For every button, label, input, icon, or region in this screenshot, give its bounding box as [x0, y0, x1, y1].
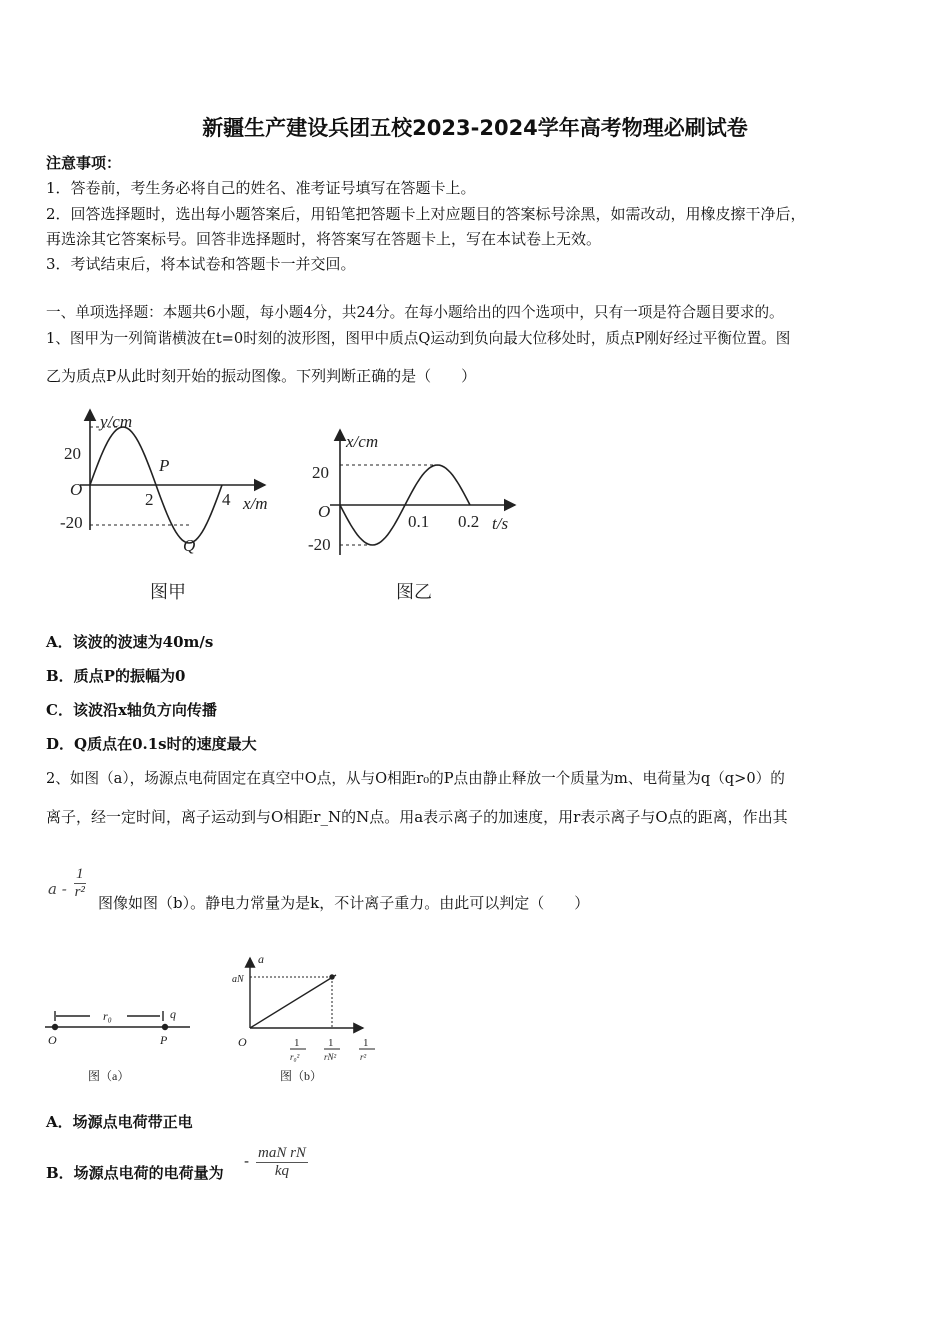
- page-title: 新疆生产建设兵团五校2023-2024学年高考物理必刷试卷: [202, 116, 748, 140]
- q2-line3: 图像如图（b）。静电力常量为是k，不计离子重力。由此可以判定（ ）: [98, 894, 590, 912]
- tick2-num: 1: [328, 1037, 334, 1049]
- fig-a-caption: 图（a）: [88, 1069, 130, 1083]
- q1-line1: 1、图甲为一列简谐横波在t=0时刻的波形图，图甲中质点Q运动到负向最大位移处时，质点P刚好经过平衡位置。图: [46, 330, 791, 347]
- figure-a: [45, 1011, 190, 1030]
- b-ylabel: a: [258, 952, 264, 966]
- point-q-label: Q: [183, 536, 196, 555]
- q2-option-b[interactable]: B．场源点电荷的电荷量为: [46, 1164, 224, 1182]
- b-origin: O: [238, 1035, 247, 1049]
- tick1-num: 1: [294, 1037, 300, 1049]
- wave-ylabel: y/cm: [100, 412, 133, 431]
- vib-ytick-20: 20: [312, 463, 329, 482]
- section-heading: 一、单项选择题：本题共6小题，每小题4分，共24分。在每小题给出的四个选项中，只有一项是符合题目要求的。: [46, 304, 784, 321]
- wave-xlabel: x/m: [243, 494, 268, 513]
- note-2: 2．回答选择题时，选出每小题答案后，用铅笔把答题卡上对应题目的答案标号涂黑，如需改动，用橡皮擦干净后，: [46, 205, 806, 223]
- q-label: q: [170, 1007, 176, 1021]
- q1-option-c[interactable]: C．该波沿x轴负方向传播: [46, 701, 217, 719]
- note-3: 3．考试结束后，将本试卷和答题卡一并交回。: [46, 255, 356, 273]
- fig-jia-caption: 图甲: [150, 582, 186, 602]
- tick1-den: r₀²: [290, 1052, 300, 1062]
- b-an-label: aN: [232, 974, 244, 985]
- formula-num: 1: [76, 866, 84, 882]
- q1-option-b[interactable]: B．质点P的振幅为0: [46, 667, 186, 685]
- note-2-cont: 再选涂其它答案标号。回答非选择题时，将答案写在答题卡上，写在本试卷上无效。: [46, 230, 602, 248]
- o-label: O: [48, 1033, 57, 1047]
- vib-xtick-01: 0.1: [408, 512, 430, 531]
- wave-xtick-2: 2: [145, 490, 154, 509]
- q1-option-a[interactable]: A．该波的波速为40m/s: [46, 633, 214, 651]
- q1-option-d[interactable]: D．Q质点在0.1s时的速度最大: [46, 735, 257, 753]
- r0-label: r₀: [103, 1009, 112, 1023]
- q2-line1: 2、如图（a），场源点电荷固定在真空中O点，从与O相距r₀的P点由静止释放一个质量为m、电荷量为q（q>0）的: [46, 770, 785, 787]
- formula-a: a -: [48, 880, 67, 898]
- p-label: P: [160, 1033, 168, 1047]
- vib-xtick-02: 0.2: [458, 512, 480, 531]
- wave-ytick-20: 20: [64, 444, 81, 463]
- vib-origin: O: [318, 502, 331, 521]
- fig-b-caption: 图（b）: [280, 1069, 323, 1083]
- q2-option-a[interactable]: A．场源点电荷带正电: [46, 1113, 193, 1131]
- wave-ytick-neg20: -20: [60, 513, 83, 532]
- vib-ytick-neg20: -20: [308, 535, 331, 554]
- optb-num: maN rN: [258, 1145, 306, 1161]
- optb-fraction: [256, 1145, 308, 1180]
- q2-line2: 离子，经一定时间，离子运动到与O相距r_N的N点。用a表示离子的加速度，用r表示离子与O点的距离，作出其: [46, 808, 788, 826]
- tick2-den: rN²: [324, 1052, 337, 1062]
- notes-heading: 注意事项：: [46, 154, 122, 172]
- formula-fraction: [74, 866, 86, 901]
- q1-line2: 乙为质点P从此时刻开始的振动图像。下列判断正确的是（ ）: [46, 367, 477, 385]
- optb-sign: -: [244, 1152, 250, 1170]
- tick3-num: 1: [363, 1037, 369, 1049]
- wave-xtick-4: 4: [222, 490, 231, 509]
- tick3-den: r²: [360, 1052, 367, 1062]
- vib-ylabel: x/cm: [346, 432, 379, 451]
- point-p-label: P: [159, 456, 170, 475]
- optb-den: kq: [274, 1163, 290, 1179]
- vib-xlabel: t/s: [492, 514, 509, 533]
- fig-yi-caption: 图乙: [396, 582, 432, 602]
- formula-den: r²: [74, 884, 85, 900]
- wave-origin: O: [70, 480, 83, 499]
- note-1: 1．答卷前，考生务必将自己的姓名、准考证号填写在答题卡上。: [46, 179, 476, 197]
- figure-b: [250, 958, 363, 1028]
